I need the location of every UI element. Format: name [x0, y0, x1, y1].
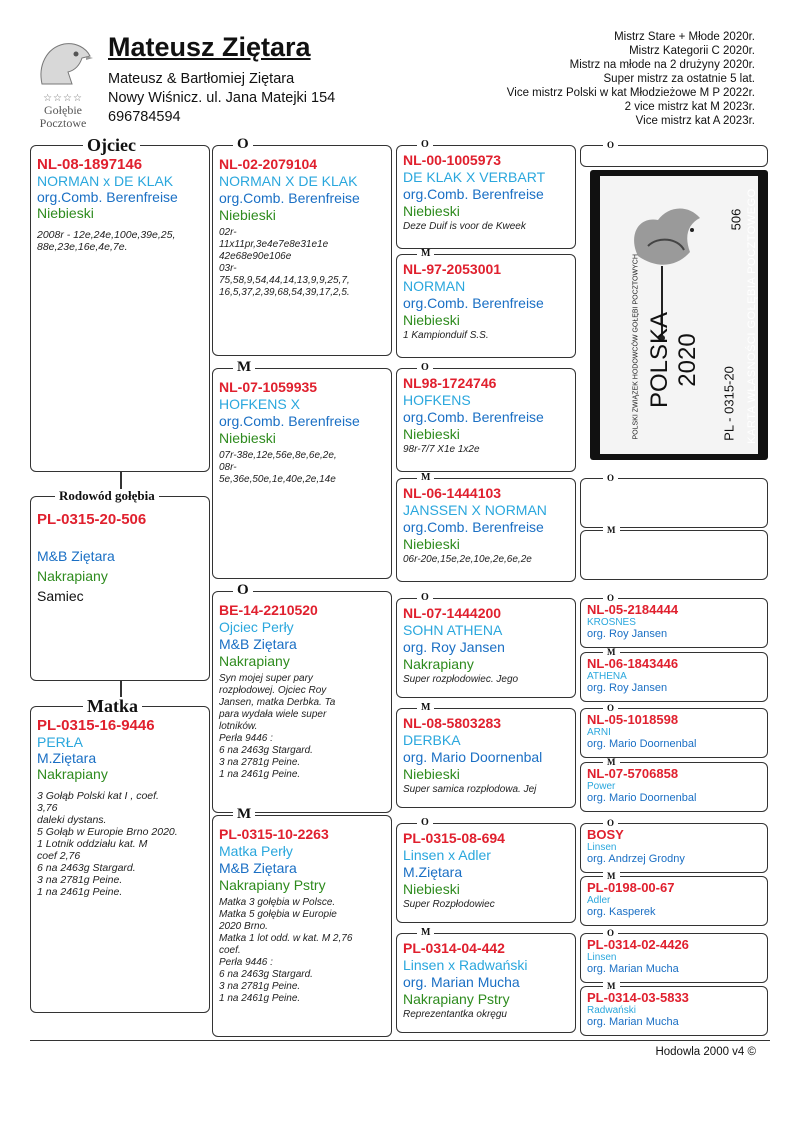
gp-ring: NL-07-1059935	[219, 379, 318, 395]
ggp-notes: Super samica rozpłodowa. Jej	[403, 784, 537, 795]
ancestor-box	[580, 593, 768, 648]
ggp-owner: org. Roy Jansen	[403, 639, 505, 655]
mother-label: Matka	[83, 697, 142, 715]
ancestor-name: ATHENA	[587, 671, 627, 682]
ggp-owner: org. Marian Mucha	[403, 974, 520, 990]
ggp-name: NORMAN	[403, 278, 466, 294]
ancestor-owner: org. Kasperek	[587, 906, 656, 918]
gp-notes: 02r- 11x11pr,3e4e7e8e31e1e 42e68e90e106e 03r- 75,58,9,54,44,14,13,9,9,25,7, 16,5,37,2,39,68,54,39,17,2,5.	[219, 227, 350, 298]
ggp-ring: PL-0314-04-442	[403, 940, 505, 956]
ancestor-owner: org. Marian Mucha	[587, 1016, 679, 1028]
gp-color: Nakrapiany Pstry	[219, 877, 326, 893]
achievements-list	[507, 30, 755, 128]
gp-owner: org.Comb. Berenfreise	[219, 190, 360, 206]
ggp-name: DERBKA	[403, 732, 461, 748]
great-grandparent-box	[396, 248, 576, 358]
achievement-line: Mistrz na młode na 2 drużyny 2020r.	[569, 59, 755, 71]
sex-label: O	[417, 363, 433, 373]
subject-color: Nakrapiany	[37, 568, 108, 584]
empty-ancestor-box	[580, 473, 768, 528]
sex-label: M	[417, 928, 434, 938]
sex-label: M	[417, 249, 434, 259]
ggp-color: Niebieski	[403, 536, 460, 552]
great-grandparent-box	[396, 592, 576, 698]
gp-owner: org.Comb. Berenfreise	[219, 413, 360, 429]
card-association: POLSKI ZWIĄZEK HODOWCÓW GOŁĘBI POCZTOWYCH	[632, 254, 640, 440]
ggp-ring: NL-08-5803283	[403, 715, 502, 731]
gp-name: HOFKENS X	[219, 396, 300, 412]
ggp-ring: NL-07-1444200	[403, 605, 502, 621]
father-color: Niebieski	[37, 205, 94, 221]
ggp-name: JANSSEN X NORMAN	[403, 502, 547, 518]
sex-label: O	[603, 594, 618, 603]
grandparent-box	[212, 806, 392, 1037]
great-grandparent-box	[396, 362, 576, 472]
great-grandparent-box	[396, 927, 576, 1033]
ancestor-box	[580, 703, 768, 758]
ancestor-box	[580, 757, 768, 812]
card-inner	[600, 176, 758, 454]
logo-text: Gołębie	[44, 103, 82, 117]
sex-label: M	[603, 526, 620, 535]
ggp-owner: org.Comb. Berenfreise	[403, 519, 544, 535]
achievement-line: 2 vice mistrz kat M 2023r.	[624, 101, 755, 113]
empty-ancestor-box	[580, 525, 768, 580]
ggp-notes: Super rozpłodowiec. Jego	[403, 674, 519, 685]
gp-notes: 07r-38e,12e,56e,8e,6e,2e, 08r- 5e,36e,50e,1e,40e,2e,14e	[219, 450, 337, 485]
ancestor-box	[580, 871, 768, 926]
sex-label: O	[603, 704, 618, 713]
ggp-owner: org.Comb. Berenfreise	[403, 186, 544, 202]
gp-ring: NL-02-2079104	[219, 156, 318, 172]
grandparent-box	[212, 582, 392, 813]
father-name: NORMAN x DE KLAK	[37, 173, 174, 189]
ggp-ring: NL98-1724746	[403, 375, 497, 391]
card-number: 506	[728, 208, 744, 231]
ggp-owner: M.Ziętara	[403, 864, 463, 880]
ancestor-owner: org. Mario Doornenbal	[587, 792, 697, 804]
ancestor-ring: BOSY	[587, 827, 624, 842]
gp-notes: Syn mojej super pary rozpłodowej. Ojciec Roy Jansen, matka Derbka. Ta para wydała wiele super lotników. Perła 9446 : 6 na 2463g Stargard. 3 na 2781g Peine. 1 na 2461g Peine.	[219, 673, 336, 780]
great-grandparent-box	[396, 817, 576, 923]
achievement-line: Super mistrz za ostatnie 5 lat.	[603, 73, 755, 85]
father-box	[30, 135, 210, 472]
ancestor-ring: NL-05-2184444	[587, 602, 679, 617]
ancestor-box	[580, 818, 768, 873]
father-owner: org.Comb. Berenfreise	[37, 189, 178, 205]
mother-box	[30, 696, 210, 1013]
gp-ring: BE-14-2210520	[219, 602, 318, 618]
gp-color: Niebieski	[219, 207, 276, 223]
sex-label: M	[417, 703, 434, 713]
ancestor-ring: NL-07-5706858	[587, 766, 679, 781]
ancestor-name: Linsen	[587, 952, 617, 963]
great-grandparent-box	[396, 139, 576, 249]
ancestor-name: Adler	[587, 895, 611, 906]
ancestor-owner: org. Marian Mucha	[587, 963, 679, 975]
subject-ring: PL-0315-20-506	[37, 511, 147, 528]
ancestor-owner: org. Andrzej Grodny	[587, 853, 685, 865]
great-grandparent-box	[396, 472, 576, 582]
ggp-name: DE KLAK X VERBART	[403, 169, 546, 185]
ggp-name: HOFKENS	[403, 392, 471, 408]
ggp-color: Niebieski	[403, 312, 460, 328]
logo-text-2: Pocztowe	[39, 116, 87, 130]
gp-color: Niebieski	[219, 430, 276, 446]
ancestor-name: KROSNES	[587, 617, 636, 628]
sex-label: O	[603, 929, 618, 938]
sex-label: O	[603, 141, 618, 150]
sex-label: O	[417, 140, 433, 150]
ggp-notes: 98r-7/7 X1e 1x2e	[403, 444, 480, 455]
ggp-owner: org. Mario Doornenbal	[403, 749, 543, 765]
empty-ancestor-box	[580, 140, 768, 167]
achievement-line: Mistrz Stare + Młode 2020r.	[614, 31, 755, 43]
mother-ring: PL-0315-16-9446	[37, 717, 155, 734]
father-label: Ojciec	[83, 136, 140, 154]
ggp-color: Nakrapiany	[403, 656, 474, 672]
card-year: 2020	[674, 333, 701, 387]
sex-label: O	[233, 137, 253, 152]
ggp-color: Niebieski	[403, 766, 460, 782]
achievement-line: Vice mistrz kat A 2023r.	[635, 115, 755, 127]
achievement-line: Vice mistrz Polski w kat Młodzieżowe M P 2022r.	[506, 87, 755, 99]
ggp-name: SOHN ATHENA	[403, 622, 503, 638]
ggp-notes: Reprezentantka okręgu	[403, 1009, 507, 1020]
ggp-ring: NL-06-1444103	[403, 485, 502, 501]
sex-label: O	[417, 818, 433, 828]
gp-name: Ojciec Perły	[219, 619, 294, 635]
sex-label: M	[603, 982, 620, 991]
mother-name: PERŁA	[37, 734, 83, 750]
great-grandparent-box	[396, 702, 576, 808]
sex-label: M	[233, 807, 255, 822]
ancestor-ring: NL-05-1018598	[587, 712, 679, 727]
ggp-ring: NL-00-1005973	[403, 152, 502, 168]
sex-label: M	[233, 360, 255, 375]
ownership-card	[590, 170, 768, 460]
card-country: POLSKA	[646, 311, 673, 409]
ggp-color: Niebieski	[403, 881, 460, 897]
gp-owner: M&B Ziętara	[219, 636, 297, 652]
gp-name: Matka Perły	[219, 843, 293, 859]
subject-sex: Samiec	[37, 588, 84, 604]
ancestor-ring: PL-0314-02-4426	[587, 937, 689, 952]
sex-label: O	[603, 474, 618, 483]
breeder-phone: 696784594	[108, 109, 181, 125]
grandparent-box	[212, 359, 392, 579]
mother-notes: 3 Gołąb Polski kat I , coef. 3,76 daleki dystans. 5 Gołąb w Europie Brno 2020. 1 Lotnik oddziału kat. M coef 2,76 6 na 2463g Stargard. 3 na 2781g Peine. 1 na 2461g Peine.	[37, 790, 178, 898]
gp-name: NORMAN X DE KLAK	[219, 173, 358, 189]
pedigree-label: Rodowód gołębia	[55, 489, 159, 502]
logo-stars: ☆☆☆☆	[43, 93, 83, 104]
card-ring-code: PL - 0315-20	[721, 366, 737, 441]
sex-label: O	[417, 593, 433, 603]
ggp-ring: NL-97-2053001	[403, 261, 502, 277]
ancestor-name: Radwański	[587, 1005, 636, 1016]
card-title: KARTA WŁASNOŚCI GOŁĘBIA POCZTOWEGO	[746, 188, 758, 444]
ggp-color: Niebieski	[403, 203, 460, 219]
ggp-ring: PL-0315-08-694	[403, 830, 505, 846]
footer-rule	[30, 1040, 770, 1041]
ancestor-box	[580, 981, 768, 1036]
ggp-notes: 1 Kampionduif S.S.	[403, 330, 489, 341]
ggp-name: Linsen x Adler	[403, 847, 491, 863]
ggp-name: Linsen x Radwański	[403, 957, 528, 973]
pigeon-head-logo-icon	[32, 36, 94, 88]
grandparent-box	[212, 136, 392, 356]
ggp-notes: 06r-20e,15e,2e,10e,2e,6e,2e	[403, 554, 532, 565]
sex-label: M	[417, 473, 434, 483]
sex-label: O	[233, 583, 253, 598]
breeder-line-1: Mateusz & Bartłomiej Ziętara	[108, 71, 295, 87]
ancestor-box	[580, 647, 768, 702]
ancestor-ring: NL-06-1843446	[587, 656, 679, 671]
father-ring: NL-08-1897146	[37, 156, 143, 173]
gp-color: Nakrapiany	[219, 653, 290, 669]
ancestor-name: Power	[587, 781, 616, 792]
sex-label: M	[603, 648, 620, 657]
mother-owner: M.Ziętara	[37, 750, 97, 766]
ggp-notes: Super Rozpłodowiec	[403, 899, 495, 910]
ancestor-name: ARNI	[587, 727, 611, 738]
sex-label: O	[603, 819, 618, 828]
father-notes: 2008r - 12e,24e,100e,39e,25, 88e,23e,16e,4e,7e.	[37, 229, 176, 253]
footer: Hodowla 2000 v4 ©	[655, 1046, 756, 1058]
logo	[32, 36, 94, 130]
ancestor-owner: org. Roy Jansen	[587, 682, 668, 694]
ancestor-owner: org. Roy Jansen	[587, 628, 668, 640]
sex-label: M	[603, 872, 620, 881]
ancestor-name: Linsen	[587, 842, 617, 853]
subject-owner: M&B Ziętara	[37, 548, 115, 564]
ggp-notes: Deze Duif is voor de Kweek	[403, 221, 526, 232]
subject-box	[30, 488, 210, 681]
gp-ring: PL-0315-10-2263	[219, 826, 329, 842]
ggp-owner: org.Comb. Berenfreise	[403, 409, 544, 425]
ancestor-ring: PL-0198-00-67	[587, 880, 675, 895]
achievement-line: Mistrz Kategorii C 2020r.	[629, 45, 755, 57]
ancestor-ring: PL-0314-03-5833	[587, 990, 689, 1005]
ggp-color: Niebieski	[403, 426, 460, 442]
ancestor-box	[580, 928, 768, 983]
ancestor-owner: org. Mario Doornenbal	[587, 738, 697, 750]
mother-color: Nakrapiany	[37, 766, 108, 782]
gp-notes: Matka 3 gołębia w Polsce. Matka 5 gołębia w Europie 2020 Brno. Matka 1 lot odd. w kat. M 2,76 coef. Perła 9446 : 6 na 2463g Stargard. 3 na 2781g Peine. 1 na 2461g Peine.	[219, 897, 353, 1004]
sex-label: M	[603, 758, 620, 767]
ggp-owner: org.Comb. Berenfreise	[403, 295, 544, 311]
ggp-color: Nakrapiany Pstry	[403, 991, 510, 1007]
gp-owner: M&B Ziętara	[219, 860, 297, 876]
breeder-name: Mateusz Ziętara	[108, 32, 311, 62]
breeder-address: Nowy Wiśnicz. ul. Jana Matejki 154	[108, 90, 336, 106]
